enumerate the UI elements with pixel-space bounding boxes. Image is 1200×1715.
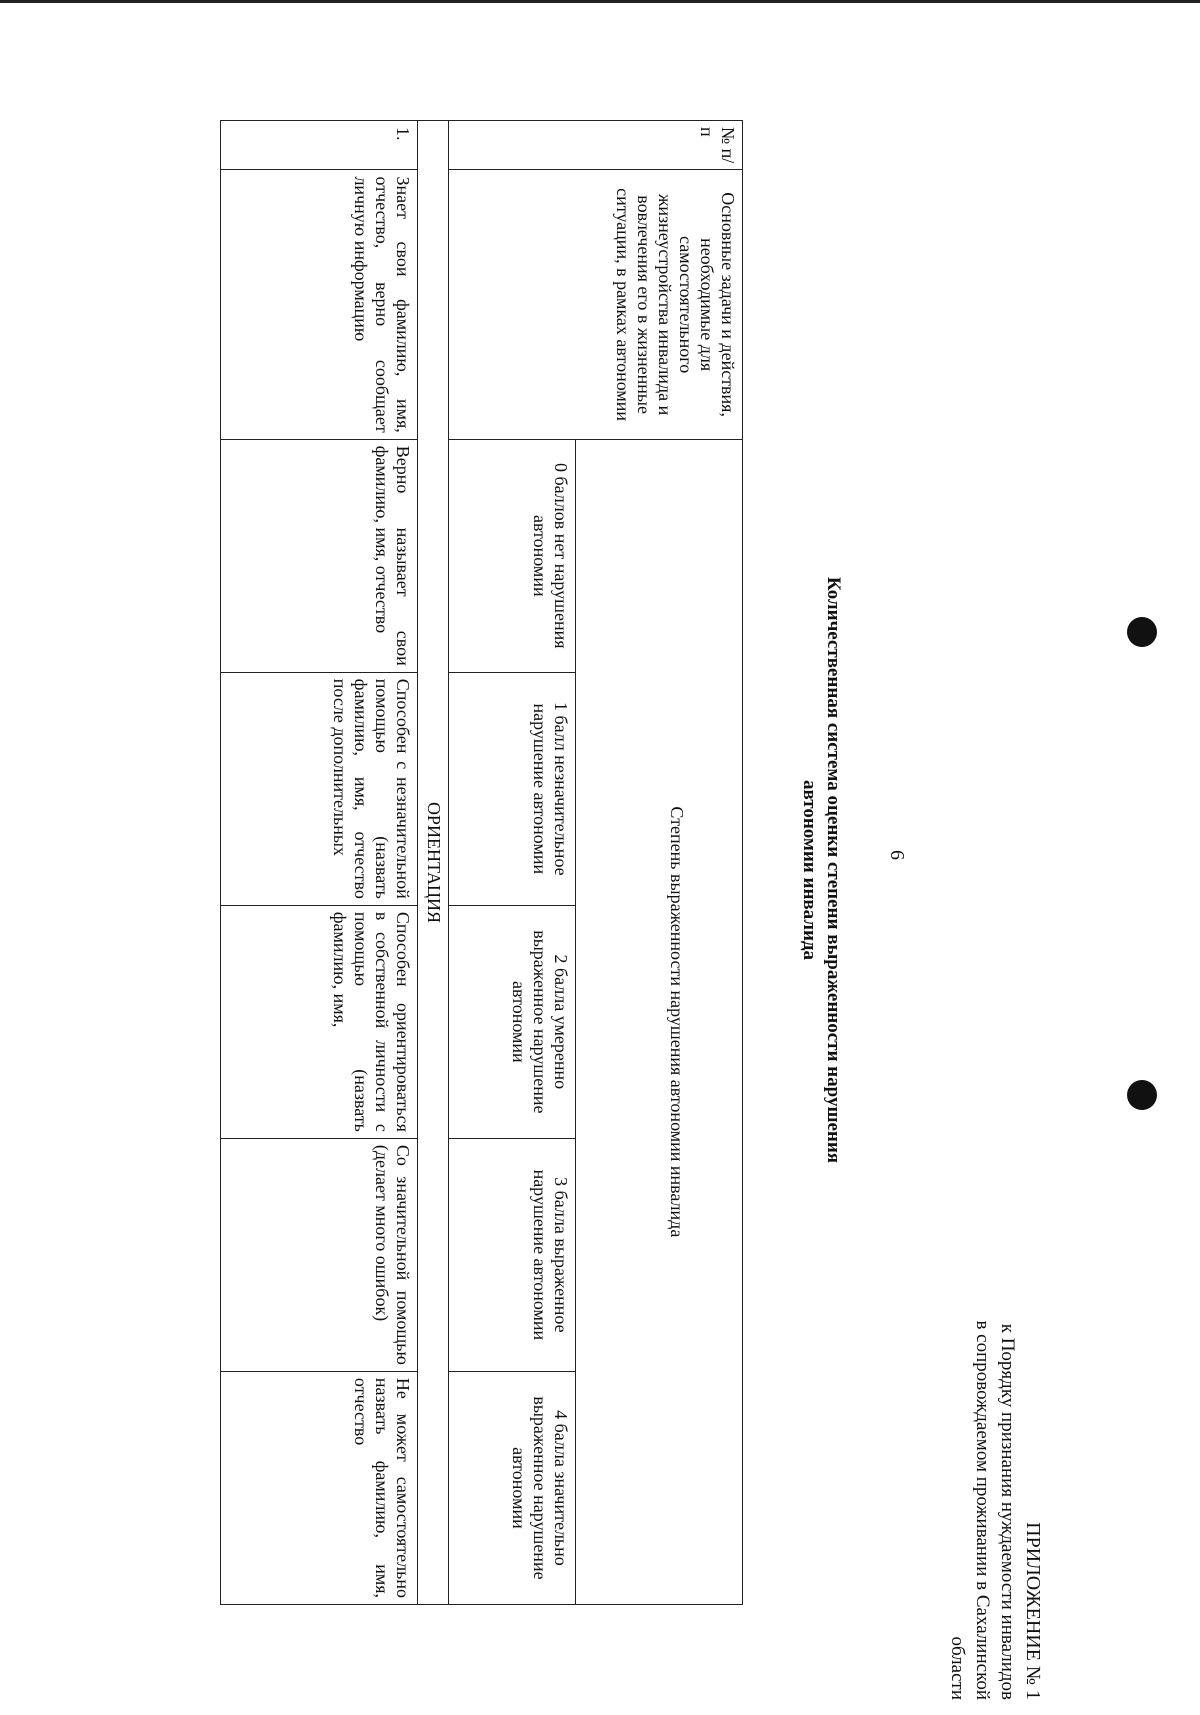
appendix-title: ПРИЛОЖЕНИЕ № 1 xyxy=(1022,1522,1044,1700)
table-header-row xyxy=(576,121,743,1605)
document-title-line-2: автономии инвалида xyxy=(799,779,820,961)
header-degree: Степень выраженности нарушения автономии инвалида xyxy=(576,439,743,1604)
row-level-3: Со значительной помощью (делает много ошибок) xyxy=(221,1138,418,1371)
table-row xyxy=(221,121,418,1605)
row-level-2: Способен ориентироваться в собственной личности с помощью (назвать фамилию, имя, xyxy=(221,905,418,1138)
assessment-table xyxy=(220,120,743,1605)
page-number: 6 xyxy=(886,850,908,860)
row-level-4: Не может самостоятельно назвать фамилию, имя, отчество xyxy=(221,1371,418,1604)
row-level-1: Способен с незначительной помощью (назвать фамилию, имя, отчество после дополнительных xyxy=(221,672,418,905)
level-3-header: 3 балла выраженное нарушение автономии xyxy=(449,1138,576,1371)
row-number: 1. xyxy=(221,121,418,170)
appendix-subtitle-1: к Порядку признания нуждаемости инвалидов xyxy=(997,1323,1018,1700)
row-task: Знает свои фамилию, имя, отчество, верно сообщает личную информацию xyxy=(221,170,418,439)
level-1-header: 1 балл незначительное нарушение автономии xyxy=(449,672,576,905)
header-task: Основные задачи и действия, необходимые для самостоятельного жизнеустройства инвалида и вовлечения его в жизненные ситуации, в рамках автономии xyxy=(449,170,743,439)
row-level-0: Верно называет свои фамилию, имя, отчество xyxy=(221,439,418,672)
appendix-subtitle-2: в сопровождаемом проживании в Сахалинской области xyxy=(947,1320,993,1700)
header-number: № п/п xyxy=(449,121,743,170)
document-title xyxy=(797,390,845,1350)
section-row xyxy=(418,121,449,1605)
section-title: ОРИЕНТАЦИЯ xyxy=(418,121,449,1605)
appendix-header xyxy=(945,1280,1045,1700)
level-0-header: 0 баллов нет нарушения автономии xyxy=(449,439,576,672)
document-title-line-1: Количественная система оценки степени выраженности нарушения xyxy=(823,576,844,1164)
level-2-header: 2 балла умеренно выраженное нарушение автономии xyxy=(449,905,576,1138)
level-4-header: 4 балла значительно выраженное нарушение автономии xyxy=(449,1371,576,1604)
